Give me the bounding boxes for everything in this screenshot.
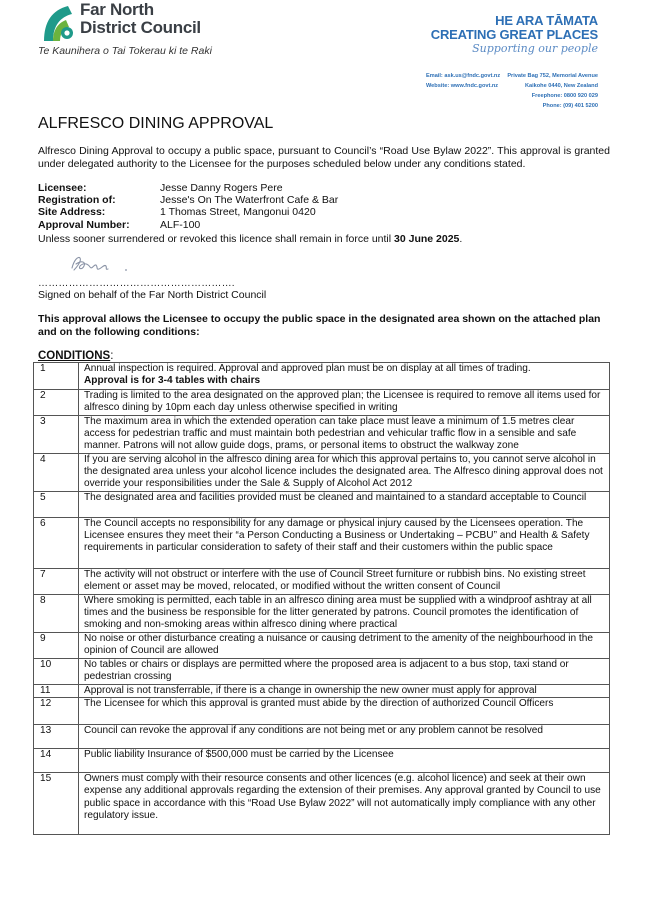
condition-highlight: Approval is for 3-4 tables with chairs: [84, 375, 261, 387]
condition-number: 13: [34, 725, 79, 749]
conditions-heading: [38, 350, 113, 362]
condition-row: [34, 363, 610, 390]
contact-website[interactable]: Website: www.fndc.govt.nz: [426, 83, 499, 89]
condition-text: Where smoking is permitted, each table in an alfresco dining area must be supplied with a windproof ashtray at all times and the business be responsible for the litter generated by patrons. Council promotes the identification of smoking and non-smoking areas within alfresco dining where practical: [79, 595, 610, 633]
condition-number: 1: [34, 363, 79, 390]
licence-details: [38, 182, 338, 231]
condition-text: If you are serving alcohol in the alfresco dining area for which this approval pertains to, you cannot serve alcohol in the designated area unless your alcohol licence includes the designated area. The Alfresco dining approval does not override your responsibilities under the Sale & Supply of Alcohol Act 2012: [79, 454, 610, 492]
condition-row: [34, 518, 610, 569]
council-name: [80, 1, 201, 37]
condition-text: The designated area and facilities provided must be cleaned and maintained to a standard acceptable to Council: [79, 492, 610, 518]
contact-address-line2: Kaikohe 0440, New Zealand: [524, 83, 598, 89]
condition-row: [34, 749, 610, 773]
condition-row: [34, 595, 610, 633]
signature-line: ………………………………………………….: [38, 278, 235, 289]
validity-date: 30 June 2025: [394, 233, 460, 245]
signature-image: [66, 250, 136, 276]
condition-row: [34, 569, 610, 595]
condition-text: No tables or chairs or displays are permitted where the proposed area is adjacent to a bus stop, taxi stand or pedestrian crossing: [79, 659, 610, 685]
slogan-block: [431, 14, 598, 56]
conditions-heading-text: CONDITIONS: [38, 350, 111, 362]
condition-number: 12: [34, 698, 79, 725]
contact-freephone: Freephone: 0800 920 029: [531, 93, 598, 99]
intro-paragraph: Alfresco Dining Approval to occupy a public space, pursuant to Council’s “Road Use Bylaw 2022”. This approval is granted under delegated authority to the Licensee for the purposes scheduled below under any conditions stated.: [38, 145, 610, 170]
condition-text: The maximum area in which the extended operation can take place must leave a minimum of 1.5 metres clear access for pedestrian traffic and must maintain both pedestrian and vehicular traffic flow in a sensible and safe manner. Patrons will not allow guide dogs, prams, or personal items to obstruct the walkway zone: [79, 416, 610, 454]
validity-statement: [38, 233, 462, 245]
condition-row: [34, 725, 610, 749]
condition-row: [34, 773, 610, 835]
condition-text: Council can revoke the approval if any conditions are not being met or any problem cannot be resolved: [79, 725, 610, 749]
contact-postal: [507, 71, 598, 111]
condition-text: The activity will not obstruct or interfere with the use of Council Street furniture or rubbish bins. No existing street element or asset may be moved, relocated, or modified without the written consent of Council: [79, 569, 610, 595]
document-title: ALFRESCO DINING APPROVAL: [38, 115, 274, 132]
condition-number: 3: [34, 416, 79, 454]
slogan-line2: CREATING GREAT PLACES: [430, 27, 598, 42]
council-tagline: Te Kaunihera o Tai Tokerau ki te Raki: [38, 45, 212, 57]
condition-text: Trading is limited to the area designated on the approved plan; the Licensee is required to remove all items used for alfresco dining by 10pm each day unless otherwise specified in writing: [79, 390, 610, 416]
approval-scope-statement: This approval allows the Licensee to occupy the public space in the designated area shown on the attached plan and on the following conditions:: [38, 313, 601, 338]
contact-email[interactable]: Email: ask.us@fndc.govt.nz: [426, 73, 501, 79]
condition-number: 14: [34, 749, 79, 773]
condition-number: 11: [34, 685, 79, 698]
detail-row-approval-number: [38, 219, 338, 231]
slogan-line1: HE ARA TĀMATA: [495, 13, 598, 28]
contact-phone: Phone: (09) 401 5200: [542, 103, 598, 109]
condition-number: 10: [34, 659, 79, 685]
signed-on-behalf: Signed on behalf of the Far North District Council: [38, 289, 267, 301]
condition-text-cell: [79, 363, 610, 390]
condition-number: 4: [34, 454, 79, 492]
validity-prefix: Unless sooner surrendered or revoked this licence shall remain in force until: [38, 233, 395, 245]
detail-value: 1 Thomas Street, Mangonui 0420: [160, 206, 316, 219]
detail-row-site-address: [38, 206, 338, 218]
condition-text: The Council accepts no responsibility for any damage or physical injury caused by the Licensees operation. The Licensee ensures they meet their “a Person Conducting a Business or Undertaking – PCBU” and Health & Safety requirements in particular consideration to safety of their staff and their customers within the public space: [79, 518, 610, 569]
condition-text: Annual inspection is required. Approval and approved plan must be on display at all times of trading.: [84, 363, 531, 374]
detail-value: ALF-100: [160, 218, 201, 231]
detail-value: Jesse's On The Waterfront Cafe & Bar: [160, 194, 339, 207]
condition-text: Public liability Insurance of $500,000 must be carried by the Licensee: [79, 749, 610, 773]
detail-label: Licensee:: [38, 182, 87, 194]
condition-number: 5: [34, 492, 79, 518]
contact-address-line1: Private Bag 752, Memorial Avenue: [507, 73, 598, 79]
validity-suffix: .: [459, 233, 463, 245]
condition-text: Approval is not transferrable, if there is a change in ownership the new owner must apply for approval: [79, 685, 610, 698]
condition-row: [34, 698, 610, 725]
condition-text: Owners must comply with their resource consents and other licences (e.g. alcohol licence) and seek at their own expense any additional approvals regarding the extension of their premises. Any approval granted by Council to use public space in accordance with this “Road Use Bylaw 2022” will not automatically imply compliance with any other regulatory issue.: [79, 773, 610, 835]
condition-number: 9: [34, 633, 79, 659]
slogan-line3: Supporting our people: [472, 42, 598, 55]
condition-row: [34, 454, 610, 492]
condition-row: [34, 685, 610, 698]
condition-row: [34, 416, 610, 454]
detail-label: Registration of:: [38, 194, 116, 207]
detail-label: Approval Number:: [38, 218, 130, 231]
council-logo-icon: [38, 0, 76, 42]
detail-row-licensee: [38, 182, 338, 194]
contact-online: [426, 71, 500, 91]
condition-number: 2: [34, 390, 79, 416]
detail-row-registration: [38, 194, 338, 206]
condition-text: No noise or other disturbance creating a nuisance or causing detriment to the amenity of the neighbourhood in the opinion of Council are allowed: [79, 633, 610, 659]
council-name-line2: District Council: [80, 18, 201, 37]
condition-text: The Licensee for which this approval is granted must abide by the direction of authorized Council Officers: [79, 698, 610, 725]
detail-value: Jesse Danny Rogers Pere: [160, 182, 283, 194]
council-name-line1: Far North: [80, 0, 154, 19]
condition-row: [34, 659, 610, 685]
conditions-table: [33, 362, 610, 835]
detail-label: Site Address:: [38, 206, 106, 219]
condition-row: [34, 633, 610, 659]
condition-row: [34, 492, 610, 518]
condition-number: 6: [34, 518, 79, 569]
condition-number: 15: [34, 773, 79, 835]
condition-number: 8: [34, 595, 79, 633]
condition-number: 7: [34, 569, 79, 595]
condition-row: [34, 390, 610, 416]
conditions-heading-colon: :: [110, 350, 114, 362]
